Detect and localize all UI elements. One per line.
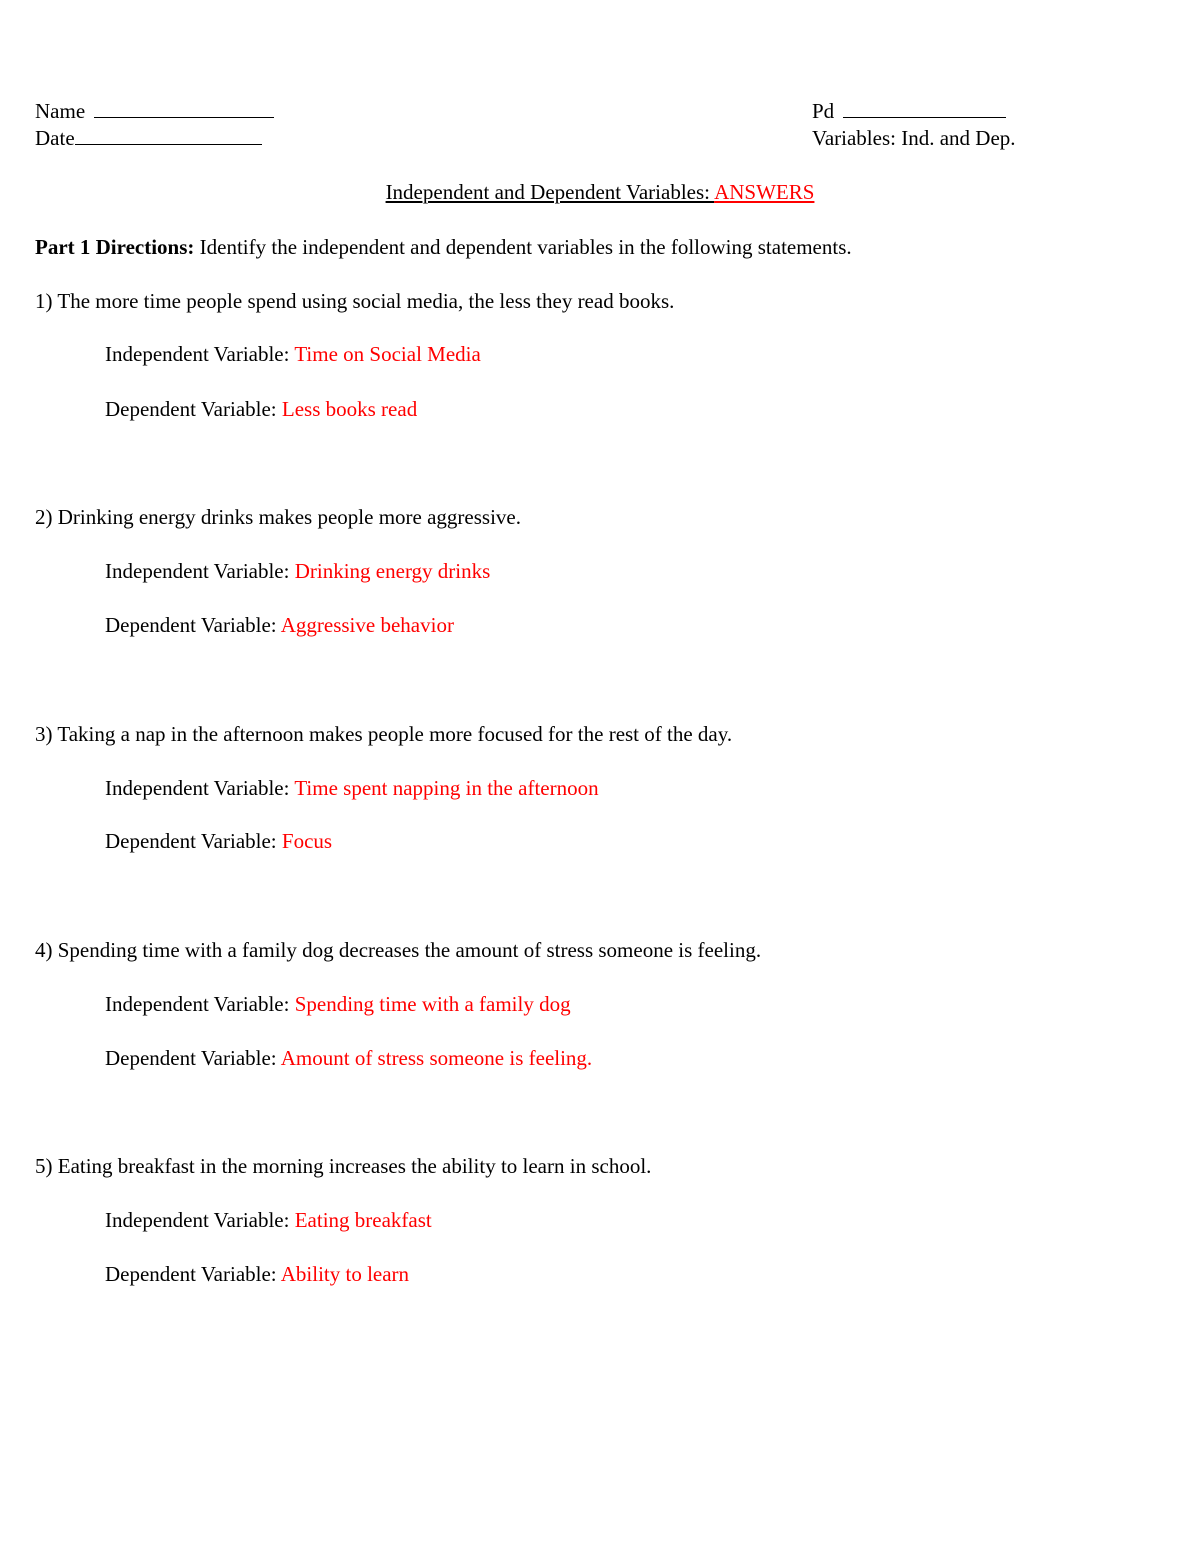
independent-label: Independent Variable: — [105, 559, 295, 583]
question-1-dependent — [105, 397, 417, 421]
directions-text: Identify the independent and dependent variables in the following statements. — [194, 235, 852, 259]
question-3-dependent — [105, 829, 332, 853]
pd-label: Pd — [812, 99, 835, 123]
question-2-statement: 2) Drinking energy drinks makes people more aggressive. — [35, 505, 521, 529]
dependent-answer: Aggressive behavior — [280, 613, 454, 637]
name-label: Name — [35, 99, 86, 123]
question-5-dependent — [105, 1262, 409, 1286]
pd-field[interactable] — [812, 99, 1006, 123]
independent-answer: Spending time with a family dog — [294, 992, 571, 1016]
dependent-label: Dependent Variable: — [105, 1262, 281, 1286]
independent-answer: Drinking energy drinks — [294, 559, 491, 583]
dependent-answer: Less books read — [281, 397, 418, 421]
name-blank[interactable] — [94, 99, 274, 118]
dependent-label: Dependent Variable: — [105, 1046, 281, 1070]
question-3-independent — [105, 776, 599, 800]
question-4-dependent — [105, 1046, 592, 1070]
title-main: Independent and Dependent Variables: — [385, 180, 715, 204]
question-4-independent — [105, 992, 571, 1016]
dependent-label: Dependent Variable: — [105, 829, 282, 853]
unit-label: Variables: Ind. and Dep. — [812, 126, 1016, 150]
name-field[interactable] — [35, 99, 274, 123]
question-3-statement: 3) Taking a nap in the afternoon makes people more focused for the rest of the day. — [35, 722, 733, 746]
page-title — [0, 180, 1200, 204]
independent-answer: Time on Social Media — [294, 342, 481, 366]
independent-label: Independent Variable: — [105, 342, 295, 366]
question-5-statement: 5) Eating breakfast in the morning increases the ability to learn in school. — [35, 1154, 652, 1178]
independent-label: Independent Variable: — [105, 1208, 295, 1232]
independent-answer: Time spent napping in the afternoon — [294, 776, 599, 800]
independent-label: Independent Variable: — [105, 992, 295, 1016]
pd-blank[interactable] — [843, 99, 1006, 118]
dependent-label: Dependent Variable: — [105, 397, 282, 421]
date-blank[interactable] — [75, 126, 262, 145]
title-answers: ANSWERS — [714, 180, 815, 204]
dependent-answer: Amount of stress someone is feeling. — [280, 1046, 593, 1070]
independent-label: Independent Variable: — [105, 776, 295, 800]
directions — [35, 235, 852, 259]
independent-answer: Eating breakfast — [294, 1208, 432, 1232]
date-label: Date — [35, 126, 75, 150]
question-4-statement: 4) Spending time with a family dog decreases the amount of stress someone is feeling. — [35, 938, 762, 962]
date-field[interactable] — [35, 126, 262, 150]
question-1-statement: 1) The more time people spend using social media, the less they read books. — [35, 289, 675, 313]
dependent-label: Dependent Variable: — [105, 613, 281, 637]
question-1-independent — [105, 342, 481, 366]
question-5-independent — [105, 1208, 432, 1232]
question-2-dependent — [105, 613, 454, 637]
dependent-answer: Ability to learn — [280, 1262, 410, 1286]
directions-label: Part 1 Directions: — [35, 235, 195, 259]
dependent-answer: Focus — [281, 829, 333, 853]
question-2-independent — [105, 559, 490, 583]
